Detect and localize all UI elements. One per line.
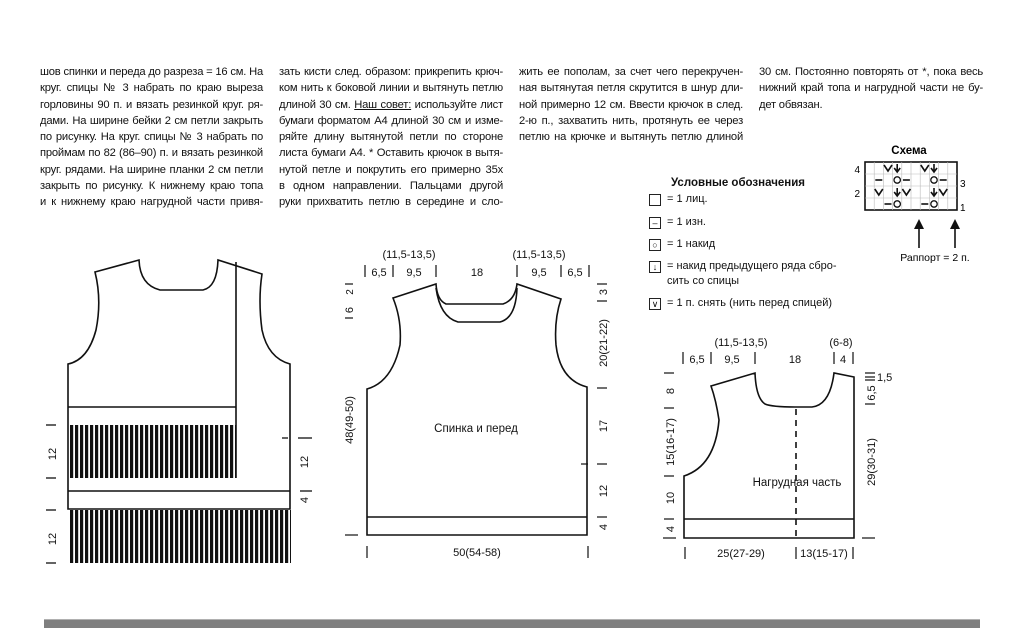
dim-bib-top-1: 6,5 [689, 354, 705, 366]
tip-label: Наш совет: [354, 98, 412, 111]
v-glyph: ∨ [651, 299, 659, 309]
chart-grid [865, 162, 957, 210]
back-front-label: Спинка и перед [434, 423, 518, 435]
dim-bib-bottom-left: 25(27-29) [717, 548, 765, 560]
dim-bib-right-range: (6-8) [829, 337, 853, 349]
dim-left-fringe-2: 12 [47, 532, 59, 546]
text-line: петлю на крючке и вытянуть петлю длиной [519, 131, 743, 144]
dim-top-5: 6,5 [567, 267, 583, 279]
text-line: дами. На ширине бейки 2 см петли закрыть [40, 114, 263, 127]
text-line: горловины 90 п. и вязать резинкой круг. ря- [40, 98, 263, 111]
text-line: бумаги форматом А4 длиной 30 см и изме- [279, 114, 503, 127]
bib-schematic [684, 373, 854, 538]
text-line: закрыть по рисунку. К нижнему краю топа [40, 180, 263, 193]
dim-right-armhole: 20(21-22) [598, 319, 610, 367]
knitting-chart [854, 145, 969, 264]
dim-bib-right-1-5: 1,5 [877, 372, 893, 384]
dim-right-17: 17 [598, 419, 610, 433]
dim-top-left-range: (11,5-13,5) [382, 249, 436, 261]
dim-bib-top-4: 4 [839, 354, 847, 366]
legend-text: = 1 изн. [667, 216, 706, 228]
dim-bib-bottom-right: 13(15-17) [800, 548, 848, 560]
row-label-2: 2 [854, 189, 860, 200]
dim-bib-left-armhole: 15(16-17) [665, 418, 677, 466]
text-line: 2-ю п., захватить нить, протянуть ее через [519, 114, 743, 127]
dim-bib-left-range: (11,5-13,5) [714, 337, 768, 349]
text-line: в одном направлении. Пальцами другой [279, 180, 503, 193]
dim-right-4: 4 [598, 523, 610, 531]
back-front-schematic [367, 284, 587, 535]
dim-bib-left-4: 4 [665, 525, 677, 533]
text-line: круг. рядами. На ширине планки 2 см петли [40, 163, 263, 176]
dim-bib-left-8: 8 [665, 387, 677, 395]
top-schematic [68, 260, 291, 563]
dim-left-total: 48(49-50) [344, 396, 356, 444]
dim-right-band: 4 [299, 496, 311, 504]
row-label-1: 1 [960, 203, 966, 214]
legend-text: = 1 лиц. [667, 193, 708, 205]
legend-title: Условные обозначения [671, 177, 806, 189]
text-line: 30 см. Постоянно повторять от *, пока весь [759, 66, 983, 78]
dim-top-3: 18 [470, 267, 484, 279]
dim-left-fringe: 12 [47, 447, 59, 461]
dim-bottom-width: 50(54-58) [453, 547, 501, 559]
text-line: и к нижнему краю нагрудной части привя- [40, 196, 263, 209]
circle-glyph: ○ [652, 240, 658, 250]
rapport-label: Раппорт = 2 п. [900, 252, 970, 264]
dim-bib-right-total: 29(30-31) [866, 438, 878, 486]
text-line: по рисунку. На круг. спицы № 3 набрать по [40, 131, 263, 144]
dim-bib-right-6-5: 6,5 [866, 385, 878, 401]
rapport-arrow-right-icon [950, 219, 960, 248]
text-line: шов спинки и переда до разреза = 16 см. На [40, 66, 263, 78]
legend-text: = 1 п. снять (нить перед спицей) [667, 297, 833, 309]
dim-left-2: 2 [345, 289, 356, 295]
row-label-3: 3 [960, 179, 966, 190]
text-line: ком нить к боковой линии и вытянуть петлю [279, 82, 503, 95]
text-line: руки прихватить петлю в середине и сло- [279, 196, 503, 209]
text-line: жить ее пополам, за счет чего перекручен- [519, 66, 743, 78]
dim-right-12: 12 [598, 484, 610, 498]
text-line: дет обвязан. [759, 98, 823, 111]
row-label-4: 4 [854, 165, 860, 176]
legend-line: сить со спицы [667, 275, 740, 287]
text-fragment: используйте лист [411, 98, 503, 111]
dim-bib-top-2: 9,5 [724, 354, 740, 366]
page-divider-bar [44, 619, 980, 628]
dim-bib-left-10: 10 [665, 491, 677, 505]
text-line: ряйте длину вытянутой петли по стороне [279, 131, 503, 144]
arrow-down-glyph: ↓ [652, 262, 658, 272]
minus-glyph: – [652, 218, 658, 228]
dim-top-right-range: (11,5-13,5) [512, 249, 566, 261]
chart-title: Схема [891, 145, 927, 157]
dim-left-6: 6 [344, 306, 356, 314]
dim-bib-top-3: 18 [788, 354, 802, 366]
rapport-arrow-left-icon [914, 219, 924, 248]
dim-top-2: 9,5 [406, 267, 422, 279]
dim-right-3: 3 [598, 288, 610, 296]
text-line: круг. спицы № 3 набрать по краю выреза [40, 82, 263, 95]
bib-label: Нагрудная часть [752, 477, 842, 489]
text-line: ной примерно 12 см. Ввести крючок в след. [519, 98, 743, 111]
text-line: проймам по 82 (86–90) п. и вязать резинкой [40, 147, 263, 160]
text-line: нутой петле и покрутить его примерно 35х [279, 163, 503, 176]
dim-top-1: 6,5 [371, 267, 387, 279]
legend-text: = 1 накид [667, 238, 716, 250]
text-line: листа бумаги А4. * Оставить крючок в вытя- [279, 147, 503, 160]
text-line: нижний край топа и нагрудной части не бу- [759, 82, 983, 95]
text-line: зать кисти след. образом: прикрепить крюч- [279, 66, 503, 78]
text-line: ная вытянутая петля скрутится в шнур дли- [519, 82, 743, 95]
dim-right-fringe: 12 [299, 455, 311, 469]
dim-top-4: 9,5 [531, 267, 547, 279]
legend-line: = накид предыдущего ряда сбро- [667, 260, 837, 272]
text-fragment: длиной 30 см. [279, 98, 355, 111]
